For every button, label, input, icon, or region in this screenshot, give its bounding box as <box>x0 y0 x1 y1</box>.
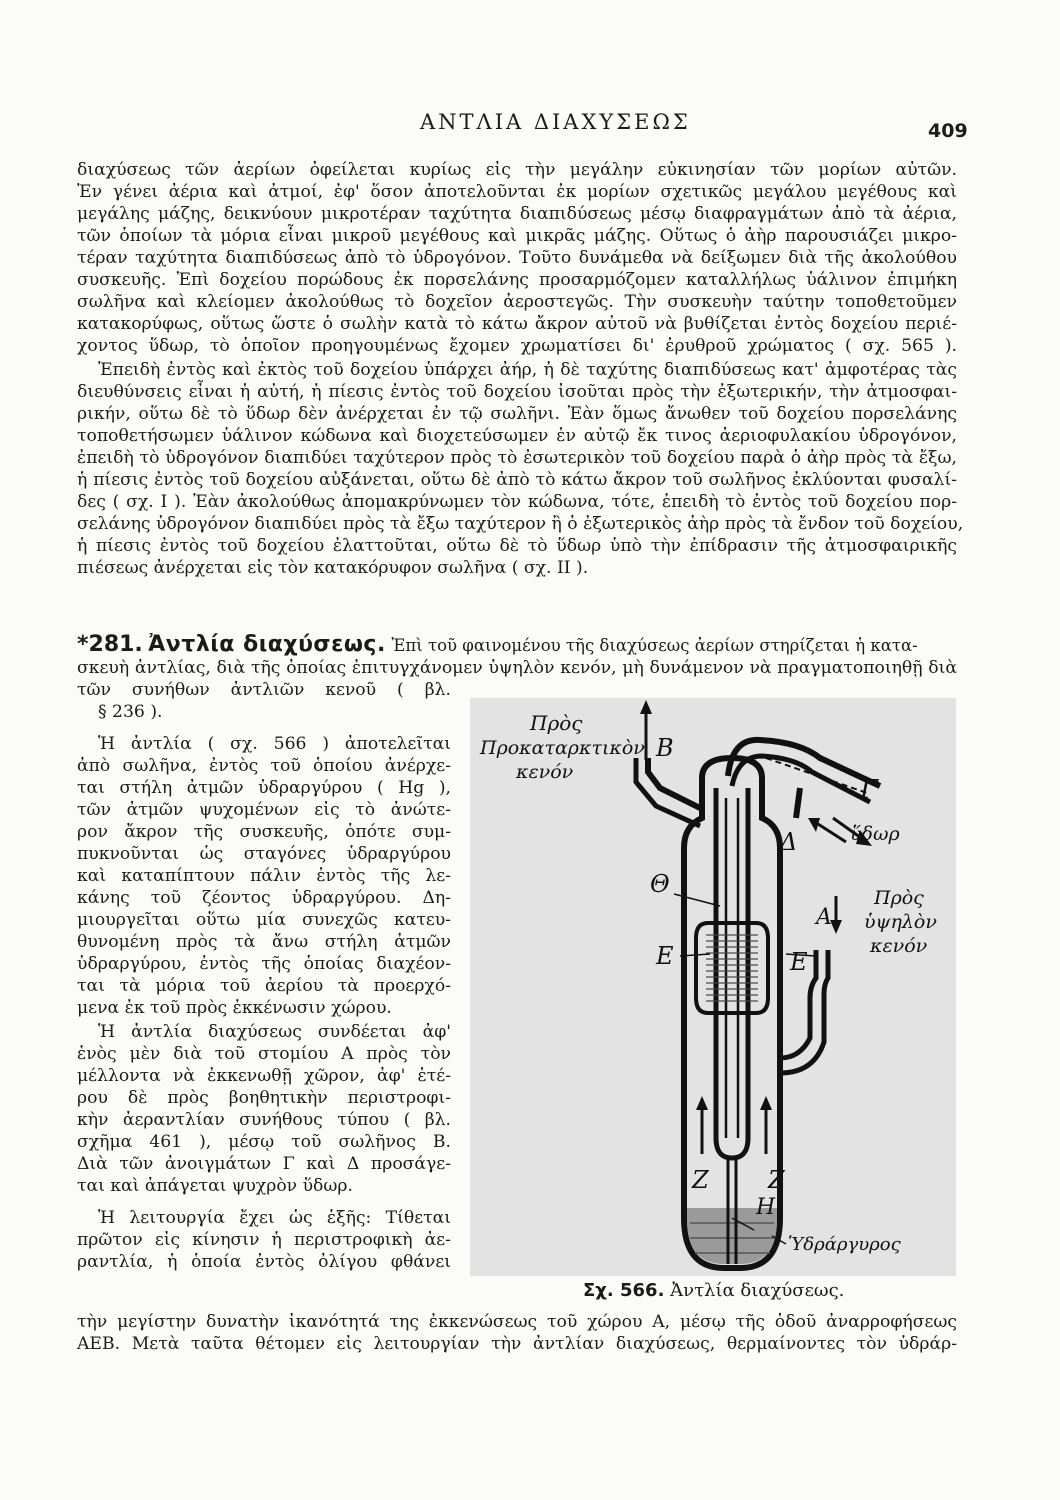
label-pros-3: κενόν <box>516 761 574 783</box>
text-line: συσκευῆς. Ἐπὶ δοχείου πορώδους ἐκ πορσελάνης προσαρμόζομεν καταλλήλως ὑάλινον ἐπιμήκη <box>77 270 957 290</box>
text-line: Ἡ λειτουργία ἔχει ὡς ἑξῆς: Τίθεται <box>98 1208 451 1228</box>
text-line: μενα ἐκ τοῦ πρὸς ἐκκένωσιν χώρου. <box>77 998 392 1018</box>
page-number: 409 <box>928 120 968 142</box>
text-line: θυνομένη πρὸς τὰ ἄνω στήλη ἀτμῶν <box>77 932 451 952</box>
text-line: πιέσεως ἀνέρχεται εἰς τὸν κατακόρυφον σωλῆνα ( σχ. II ). <box>77 558 589 578</box>
label-mercury: Ὑδράργυρος <box>788 1234 901 1255</box>
text-line: μέλλοντα νὰ ἐκκενωθῇ χῶρον, ἀφ' ἑτέ- <box>77 1066 451 1086</box>
text-line: μιουργεῖται οὕτω μία συνεχῶς κατευ- <box>77 910 451 930</box>
caption-number: Σχ. 566. <box>583 1280 665 1301</box>
page-header <box>0 110 1060 140</box>
diffusion-pump-diagram <box>470 698 956 1276</box>
label-z-left: Z <box>692 1166 709 1194</box>
label-b: B <box>656 734 674 762</box>
label-h: H <box>756 1195 776 1220</box>
label-g: Γ <box>860 775 879 805</box>
text-line: ται καὶ ἀπάγεται ψυχρὸν ὕδωρ. <box>77 1176 353 1196</box>
label-pros-1: Πρὸς <box>530 711 583 735</box>
water-outlet-tube <box>796 788 800 818</box>
running-title: ΑΝΤΛΙΑ ΔΙΑΧΥΣΕΩΣ <box>420 110 691 134</box>
label-z-right: Z <box>768 1166 785 1194</box>
text-line: ραντλία, ἡ ὁποία ἐντὸς ὀλίγου φθάνει <box>77 1252 451 1272</box>
text-line: Ἡ ἀντλία διαχύσεως συνδέεται ἀφ' <box>98 1022 451 1042</box>
text-line: σελάνης ὑδρογόνον διαπιδύει πρὸς τὰ ἔξω ταχύτερον ἢ ὁ ἐξωτερικὸς ἀὴρ πρὸς τὰ ἔνδον τοῦ δοχείου, <box>77 514 964 534</box>
section-title: Ἀντλία διαχύσεως. <box>148 632 386 657</box>
text-line: κάνης τοῦ ζέοντος ὑδραργύρου. Δη- <box>77 888 451 908</box>
label-d: Δ <box>780 828 798 856</box>
text-line: σχῆμα 461 ), μέσῳ τοῦ σωλῆνος Β. <box>77 1132 451 1152</box>
label-e-right: E <box>790 948 808 976</box>
text-line: κατακορύφως, οὕτως ὥστε ὁ σωλὴν κατὰ τὸ κάτω ἄκρον αὐτοῦ νὰ βυθίζεται ἐντὸς δοχείου περιέ- <box>77 314 957 334</box>
text-line: Διὰ τῶν ἀνοιγμάτων Γ καὶ Δ προσάγε- <box>77 1154 451 1174</box>
text-line: ρου δὲ πρὸς βοηθητικὴν περιστροφι- <box>77 1088 451 1108</box>
text-line: ται στήλη ἀτμῶν ὑδραργύρου ( Hg ), <box>77 778 451 798</box>
text-line: τῶν ὁποίων τὰ μόρια εἶναι μικροῦ μεγέθους καὶ μικρᾶς μάζης. Οὕτως ὁ ἀὴρ παρουσιάζει μικρο- <box>77 226 957 246</box>
label-theta: Θ <box>650 870 670 898</box>
text-line: διαχύσεως τῶν ἀερίων ὀφείλεται κυρίως εἰς τὴν μεγάλην εὐκινησίαν τῶν μορίων αὐτῶν. <box>77 160 957 180</box>
text-line: τοποθετήσωμεν ὑάλινον κώδωνα καὶ διοχετεύσωμεν ἐν αὐτῷ ἔκ τινος ἀεριοφυλακίου ὑδρογόνον, <box>77 426 957 446</box>
text-line: ρικήν, οὕτω δὲ τὸ ὕδωρ δὲν ἀνέρχεται ἐν τῷ σωλῆνι. Ἐὰν ὅμως ἄνωθεν τοῦ δοχείου πορσελάνης <box>77 404 957 424</box>
section-heading <box>77 632 918 657</box>
text-line: σκευὴ ἀντλίας, διὰ τῆς ὁποίας ἐπιτυγχάνομεν ὑψηλὸν κενόν, μὴ δυνάμενον νὰ πραγματοποιηθῇ διὰ <box>77 658 957 678</box>
section-intro: Ἐπὶ τοῦ φαινομένου τῆς διαχύσεως ἀερίων στηρίζεται ἡ κατα- <box>391 636 918 655</box>
label-e-left: E <box>656 942 674 970</box>
label-a: A <box>816 905 832 930</box>
text-line: τέραν ταχύτητα διαπιδύσεως ἀπὸ τὸ ὑδρογόνον. Τοῦτο δυνάμεθα νὰ δείξωμεν διὰ τῆς ἀκολούθου <box>77 248 957 268</box>
text-line: πυκνοῦνται ὡς σταγόνες ὑδραργύρου <box>77 844 451 864</box>
text-line: ται τὰ μόρια τοῦ ἀερίου τὰ προερχό- <box>77 976 451 996</box>
text-line: ἑνὸς μὲν διὰ τοῦ στομίου Α πρὸς τὸν <box>77 1044 451 1064</box>
text-line: πρῶτον εἰς κίνησιν ἡ περιστροφικὴ ἀε- <box>77 1230 451 1250</box>
text-line: ἐπειδὴ τὸ ὑδρογόνον διαπιδύει ταχύτερον πρὸς τὸ ἐσωτερικὸν τοῦ δοχείου παρὰ ὁ ἀὴρ πρὸς τὰ ἔξω, <box>77 448 957 468</box>
label-high-1: Πρὸς <box>874 887 924 909</box>
text-line: Ἡ ἀντλία ( σχ. 566 ) ἀποτελεῖται <box>98 734 451 754</box>
text-line: Ἐν γένει ἀέρια καὶ ἀτμοί, ἐφ' ὅσον ἀποτελοῦνται ἐκ μορίων σχετικῶς μεγάλου μεγέθους καὶ <box>77 182 957 202</box>
text-line: τῶν συνήθων ἀντλιῶν κενοῦ ( βλ. <box>77 680 451 700</box>
text-line: ρον ἄκρον τῆς συσκευῆς, ὁπότε συμ- <box>77 822 451 842</box>
pipe-b <box>648 758 700 808</box>
text-line: δες ( σχ. I ). Ἐὰν ἀκολούθως ἀπομακρύνωμεν τὸν κώδωνα, τότε, ἐπειδὴ τὸ ἐντὸς τοῦ δοχείου πορ- <box>77 492 957 512</box>
text-line: κὴν ἀεραντλίαν συνήθους τύπου ( βλ. <box>77 1110 451 1130</box>
text-line: ἡ πίεσις ἐντὸς τοῦ δοχείου ἐλαττοῦται, οὕτω δὲ τὸ ὕδωρ ὑπὸ τὴν ἐπίδρασιν τῆς ἀτμοσφαιρικῆς <box>77 536 957 556</box>
text-line: σωλῆνα καὶ κλείομεν ἀκολούθως τὸ δοχεῖον ἀεροστεγῶς. Τὴν συσκευὴν ταύτην τοποθετοῦμεν <box>77 292 957 312</box>
text-line: ΑΕΒ. Μετὰ ταῦτα θέτομεν εἰς λειτουργίαν τὴν ἀντλίαν διαχύσεως, θερμαίνοντες τὸν ὑδράρ- <box>77 1334 957 1354</box>
section-number: *281. <box>77 632 143 657</box>
text-line: Ἐπειδὴ ἐντὸς καὶ ἐκτὸς τοῦ δοχείου ὑπάρχει ἀήρ, ἡ δὲ ταχύτης διαπιδύσεως κατ' ἀμφοτέρας τὰς <box>98 360 957 380</box>
text-line: διευθύνσεις εἶναι ἡ αὐτή, ἡ πίεσις ἐντὸς τοῦ δοχείου ἰσοῦται πρὸς τὴν ἐξωτερικήν, τὴν ἀτμοσφαι- <box>77 382 957 402</box>
text-line: τῶν ἀτμῶν ψυχομένων εἰς τὸ ἀνώτε- <box>77 800 451 820</box>
label-high-2: ὑψηλὸν <box>864 911 937 933</box>
caption-text: Ἀντλία διαχύσεως. <box>670 1280 845 1301</box>
label-pros-2: Προκαταρκτικὸν <box>480 737 645 759</box>
text-line: χοντος ὕδωρ, τὸ ὁποῖον προηγουμένως ἔχομεν χρωματίσει δι' ἐρυθροῦ χρώματος ( σχ. 565 ). <box>77 336 957 356</box>
figure-caption <box>583 1280 844 1301</box>
label-high-3: κενόν <box>870 935 928 957</box>
text-line: § 236 ). <box>98 702 163 722</box>
figure-diffusion-pump <box>470 698 956 1276</box>
text-line: ἀπὸ σωλῆνα, ἐντὸς τοῦ ὁποίου ἀνέρχε- <box>77 756 451 776</box>
text-line: μεγάλης μάζης, δεικνύουν μικροτέραν ταχύτητα διαπιδύσεως μέσῳ διαφραγμάτων ἀπὸ τὰ ἀέρια, <box>77 204 957 224</box>
arrow-d <box>818 824 846 842</box>
text-line: τὴν μεγίστην δυνατὴν ἱκανότητά της ἐκκενώσεως τοῦ χώρου Α, μέσῳ τῆς ὁδοῦ ἀναρροφήσεως <box>77 1312 957 1332</box>
text-line: ὑδραργύρου, ἐντὸς τῆς ὁποίας διαχέον- <box>77 954 451 974</box>
text-line: καὶ καταπίπτουν πάλιν ἐντὸς τῆς λε- <box>77 866 451 886</box>
label-water: ὕδωρ <box>850 823 900 845</box>
text-line: ἡ πίεσις ἐντὸς τοῦ δοχείου αὐξάνεται, οὕτω δὲ ἀπὸ τὸ κάτω ἄκρον τοῦ σωλῆνος ἐκλύονται φυσαλί- <box>77 470 957 490</box>
